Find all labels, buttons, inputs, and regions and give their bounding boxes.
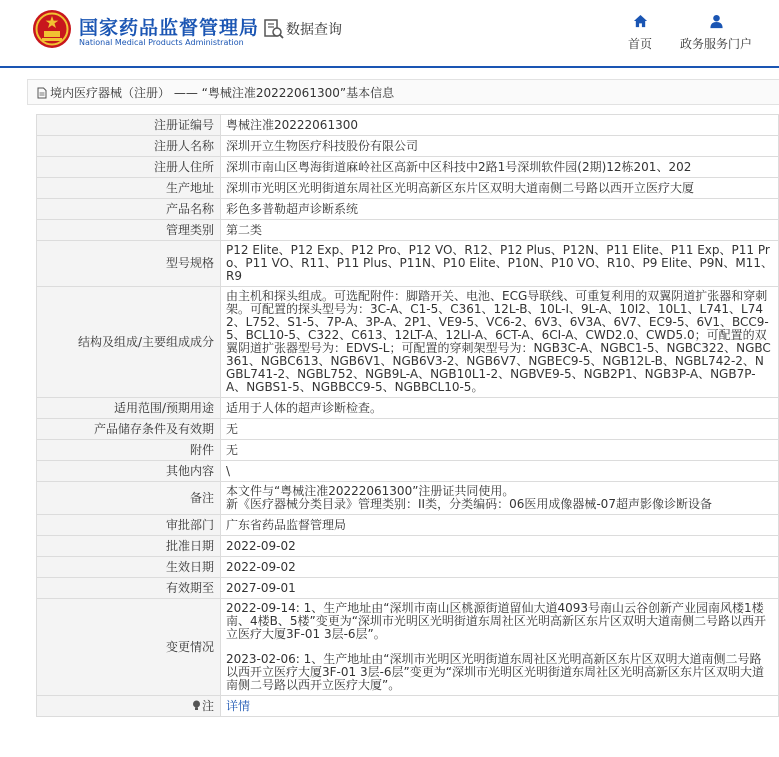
table-row [37,220,779,241]
field-label: 结构及组成/主要组成成分 [37,287,221,398]
table-row [37,515,779,536]
field-label: 产品储存条件及有效期 [37,419,221,440]
table-row [37,482,779,515]
remark-line: 本文件与“粤械注准20222061300”注册证共同使用。 [226,484,515,498]
field-value: 适用于人体的超声诊断检查。 [221,398,779,419]
table-row [37,578,779,599]
breadcrumb-title: “粤械注准20222061300”基本信息 [201,86,395,100]
field-value: 由主机和探头组成。可选配附件：脚踏开关、电池、ECG导联线、可重复利用的双翼阴道扩张器和穿刺架。可配置的探头型号为：3C-A、C1-5、C361、12L-B、10L-I、9L-A、10I2、10L1、L741、L742、L752、S1-5、7P-A、3P-A、2P1、VE9-5、VC6-2、6V3、6V3A、6V7、EC9-5、6V1、BCC9-5、BCL10-5、C322、C613、12LT-A、12LI-A、6CT-A、6CI-A、CWD2.0、CWD5.0；可配置的双翼阴道扩张器型号为：EDVS-L；可配置的穿刺架型号为：NGB3C-A、NGBC1-5、NGBC322、NGBC361、NGBC613、NGB6V1、NGB6V3-2、NGB6V7、NGBEC9-5、NGB12L-B、NGBL742-2、NGBL741-2、NGBL752、NGB9L-A、NGB10L1-2、NGBVE9-5、NGB2P1、NGB3P-A、NGB7P-A、NGBS1-5、NGBBCC9-5、NGBBCL10-5。 [221,287,779,398]
nav-service-portal[interactable] [677,14,755,52]
table-row [37,178,779,199]
remark-line: 新《医疗器械分类目录》管理类别：II类，分类编码：06医用成像器械-07超声影像诊断设备 [226,497,712,511]
table-row [37,419,779,440]
field-label: 审批部门 [37,515,221,536]
field-label: 注册人名称 [37,136,221,157]
field-value [221,482,779,515]
field-value: 无 [221,440,779,461]
table-row [37,157,779,178]
table-row [37,287,779,398]
field-value: 深圳市南山区粤海街道麻岭社区高新中区科技中2路1号深圳软件园(2期)12栋201、202 [221,157,779,178]
lightbulb-icon [192,700,201,711]
table-row [37,599,779,696]
table-row [37,461,779,482]
table-row [37,199,779,220]
field-label: 产品名称 [37,199,221,220]
field-label: 附件 [37,440,221,461]
site-name-en: National Medical Products Administration [79,38,244,47]
field-label: 生产地址 [37,178,221,199]
header-divider [0,66,779,68]
field-label: 备注 [37,482,221,515]
field-label [37,696,221,717]
breadcrumb-separator: —— [170,85,202,100]
field-value: 2022-09-02 [221,557,779,578]
table-row [37,696,779,717]
table-row [37,440,779,461]
field-value: \ [221,461,779,482]
data-query-link[interactable] [263,18,342,40]
data-query-icon [263,18,285,40]
user-icon [709,14,724,29]
document-icon [36,87,48,99]
field-value: P12 Elite、P12 Exp、P12 Pro、P12 VO、R12、P12 Plus、P12N、P11 Elite、P11 Exp、P11 Pro、P11 VO、R11、P11 Plus、P11N、P10 Elite、P10N、P10 VO、R10、P9 Elite、P9N、M11、R9 [221,241,779,287]
note-label: 注 [201,698,214,713]
change-entry: 2022-09-14: 1、生产地址由“深圳市南山区桃源街道留仙大道4093号南山云谷创新产业园南风楼1楼南、4楼B、5楼”变更为“深圳市光明区光明街道东周社区光明高新区东片区双明大道南侧二号路以西开立医疗大厦3F-01 3层-6层”。 [226,601,766,641]
field-label: 批准日期 [37,536,221,557]
details-link[interactable]: 详情 [226,698,251,713]
field-value: 第二类 [221,220,779,241]
nav-service-label: 政务服务门户 [679,37,752,51]
field-value: 广东省药品监督管理局 [221,515,779,536]
field-value: 2022-09-02 [221,536,779,557]
national-emblem-icon[interactable] [32,9,72,49]
home-icon [633,14,648,29]
breadcrumb-category[interactable]: 境内医疗器械（注册） [50,86,171,100]
field-label: 生效日期 [37,557,221,578]
nav-home-label: 首页 [627,37,652,51]
table-row [37,136,779,157]
site-name[interactable]: 国家药品监督管理局 [79,17,260,39]
site-header [0,0,779,66]
change-entry: 2023-02-06: 1、生产地址由“深圳市光明区光明街道东周社区光明高新区东片区双明大道南侧二号路以西开立医疗大厦3F-01 3层-6层”变更为“深圳市光明区光明街道东周社区光明高新区东片区双明大道南侧二号路以西开立医疗大厦”。 [226,652,764,692]
detail-table [36,114,779,717]
table-row [37,115,779,136]
field-label: 管理类别 [37,220,221,241]
field-label: 变更情况 [37,599,221,696]
field-value: 2027-09-01 [221,578,779,599]
nav-home[interactable] [623,14,657,52]
field-value: 粤械注准20222061300 [221,115,779,136]
field-value: 彩色多普勒超声诊断系统 [221,199,779,220]
field-value [221,696,779,717]
table-row [37,398,779,419]
field-label: 适用范围/预期用途 [37,398,221,419]
field-label: 有效期至 [37,578,221,599]
field-value: 深圳开立生物医疗科技股份有限公司 [221,136,779,157]
field-label: 注册证编号 [37,115,221,136]
field-label: 注册人住所 [37,157,221,178]
field-label: 其他内容 [37,461,221,482]
field-label: 型号规格 [37,241,221,287]
breadcrumb [36,84,394,101]
table-row [37,536,779,557]
field-value: 深圳市光明区光明街道东周社区光明高新区东片区双明大道南侧二号路以西开立医疗大厦 [221,178,779,199]
table-row [37,557,779,578]
field-value: 无 [221,419,779,440]
data-query-label: 数据查询 [286,22,342,38]
field-value [221,599,779,696]
table-row [37,241,779,287]
